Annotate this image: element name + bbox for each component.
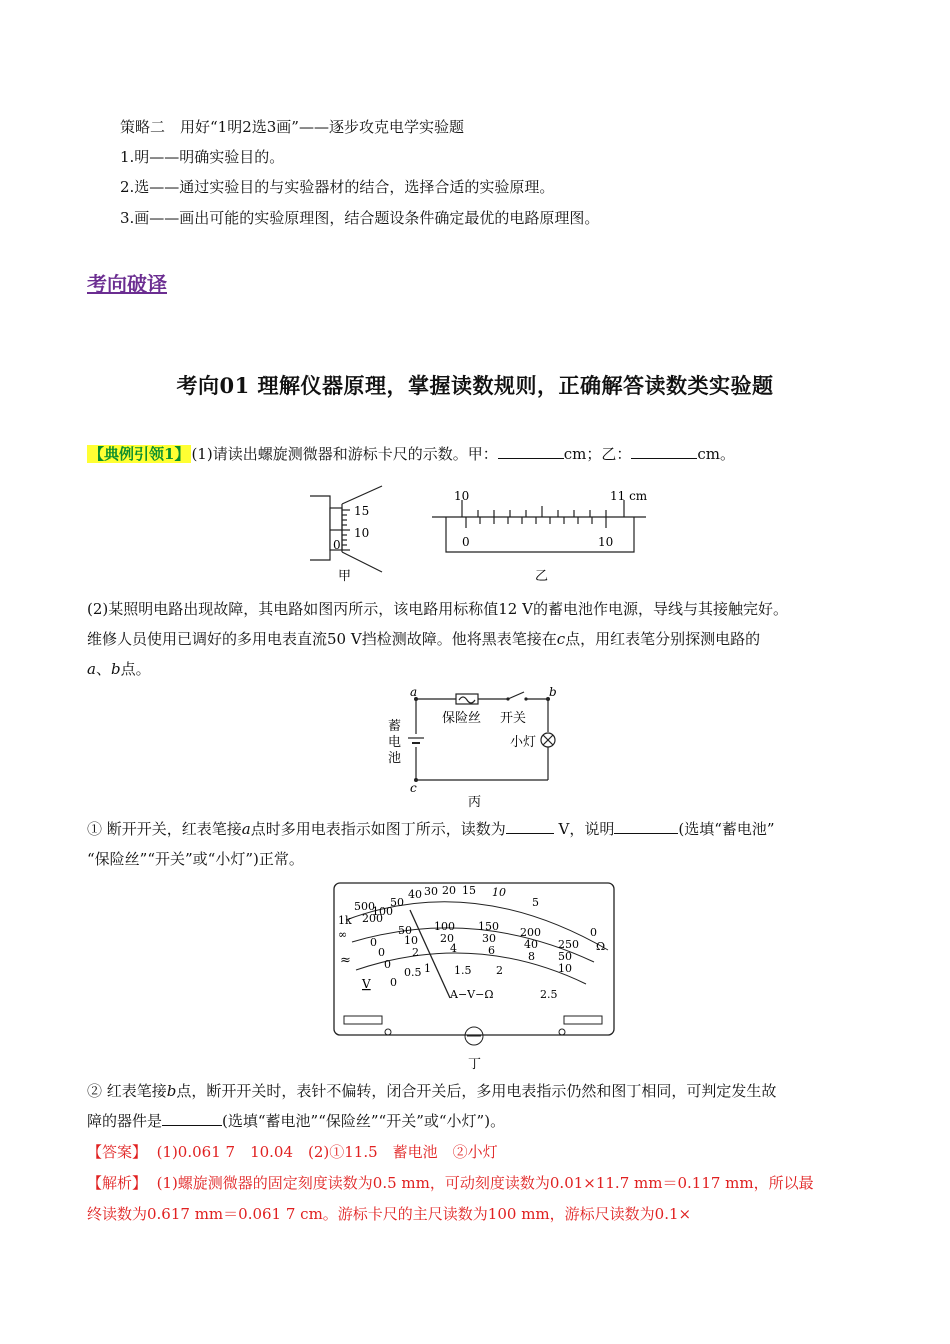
ohm-label-30: 30 [424,885,438,898]
sub2-line2-a: 障的器件是 [87,1112,163,1130]
low-label-8: 8 [528,950,535,963]
micrometer-tick-15: 15 [354,504,370,518]
ohm-label-infinity: ∞ [338,928,348,941]
question-1 [87,443,735,465]
answer-blank-reading [506,819,554,834]
q2-point-a: a [87,660,96,678]
figure-circuit [380,686,580,812]
ac-label-1-5: 1.5 [454,964,472,977]
ac-label-2: 2 [496,964,503,977]
lamp-label: 小灯 [510,735,537,750]
analysis-text-1: (1)螺旋测微器的固定刻度读数为0.5 mm，可动刻度读数为0.01×11.7 mm＝0.117 mm，所以最 [156,1174,814,1192]
sub1-text-a: ① 断开开关，红表笔接 [87,820,242,838]
sub1-text-b: 点时多用电表指示如图丁所示，读数为 [250,820,506,838]
ohm-label-200: 200 [362,912,383,925]
dc-label-0: 0 [370,936,377,949]
sub2-text-a: ② 红表笔接 [87,1082,167,1100]
ohm-label-5: 5 [532,896,539,909]
ohm-label-500: 500 [354,900,375,913]
battery-label-2: 电 [388,735,402,750]
micrometer-tick-0: 0 [333,538,341,552]
ohm-label-10: 10 [492,886,506,899]
caliper-vernier-label-10: 10 [598,535,614,549]
dc-label-250: 250 [558,938,579,951]
sub1-text-d: (选填“蓄电池” [678,820,775,838]
analysis-tag: 【解析】 [87,1174,148,1192]
question-2-line-2 [87,628,760,650]
low-label-0: 0 [384,958,391,971]
ohm-label-15: 15 [462,884,476,897]
battery-label-1: 蓄 [388,719,402,734]
mid-label-0: 0 [378,946,385,959]
q2-end: 点。 [120,660,151,678]
answer-blank-faulty [162,1111,222,1126]
low-label-6: 6 [488,944,495,957]
analysis-line-2: 终读数为0.617 mm＝0.061 7 cm。游标卡尺的主尺读数为100 mm，游标尺读数为0.1× [87,1205,692,1223]
mid-label-50: 50 [558,950,572,963]
switch-blade [508,692,524,699]
ohm-label-0: 0 [590,926,597,939]
circuit-point-b: b [549,686,557,699]
circuit-point-a: a [410,686,418,699]
dc-label-150: 150 [478,920,499,933]
dc-label-100: 100 [434,920,455,933]
ac-symbol-icon: ≈ [340,953,351,968]
ohm-symbol: Ω [596,940,606,953]
answer-blank-jia [498,444,564,459]
ohm-label-100: 100 [372,905,393,918]
figure-label-yi: 乙 [535,569,549,584]
sub1-text-c: V，说明 [558,820,615,838]
sub-question-1-line-1 [87,818,775,840]
circuit-point-c: c [410,781,417,795]
low-label-10: 10 [558,962,572,975]
question-2-line-3 [87,658,151,680]
ac-label-0-5: 0.5 [404,966,422,979]
question-1-unit-a: cm；乙： [563,445,632,463]
question-1-text: (1)请读出螺旋测微器和游标卡尺的示数。甲： [191,445,498,463]
sub-question-1-line-2: “保险丝”“开关”或“小灯”)正常。 [87,850,304,868]
q2-text-b: 点，用红表笔分别探测电路的 [565,630,761,648]
low-label-2: 2 [412,946,419,959]
answer-line [87,1141,498,1163]
answer-text: (1)0.061 7 10.04 (2)①11.5 蓄电池 ②小灯 [156,1143,498,1161]
micrometer-figure [310,486,382,572]
strategy-item-2: 2.选——通过实验目的与实验器材的结合，选择合适的实验原理。 [120,178,555,196]
mid-label-40: 40 [524,938,538,951]
figure-micrometer-caliper [290,480,670,588]
fuse-wave-icon [459,697,475,703]
ac-label-2-5: 2.5 [540,988,558,1001]
q2-point-c: c [556,630,566,648]
ac-label-0: 0 [390,976,397,989]
ohm-label-50: 50 [390,896,404,909]
strategy-item-3: 3.画——画出可能的实验原理图，结合题设条件确定最优的电路原理图。 [120,209,600,227]
fuse-label: 保险丝 [442,711,482,726]
mid-label-20: 20 [440,932,454,945]
figure-label-ding: 丁 [468,1057,482,1072]
q2-point-b: b [110,660,121,678]
v-symbol: V [362,977,371,991]
example-tag: 【典例引领1】 [89,445,190,463]
topic-title: 考向01 理解仪器原理，掌握读数规则，正确解答读数类实验题 [176,373,774,398]
sub2-text-b: 点，断开开关时，表针不偏转，闭合开关后，多用电表指示仍然和图丁相同，可判定发生故 [176,1082,777,1100]
caliper-vernier-label-0: 0 [462,535,470,549]
micrometer-tick-10: 10 [354,526,370,540]
sub-question-2-line-1 [87,1080,776,1102]
mid-label-30: 30 [482,932,496,945]
ohm-label-40: 40 [408,888,422,901]
mid-label-10: 10 [404,934,418,947]
sub2-line2-b: (选填“蓄电池”“保险丝”“开关”或“小灯”)。 [222,1112,506,1130]
sub2-point: b [166,1082,177,1100]
ohm-label-20: 20 [442,884,456,897]
strategy-item-1: 1.明——明确实验目的。 [120,148,285,166]
low-label-4: 4 [450,942,457,955]
dc-label-50: 50 [398,924,412,937]
answer-blank-normal [614,819,678,834]
switch-label: 开关 [500,711,527,726]
analysis-line-1 [87,1172,814,1194]
dc-label-200: 200 [520,926,541,939]
answer-tag: 【答案】 [87,1143,148,1161]
ac-label-1: 1 [424,962,431,975]
question-2-line-1: (2)某照明电路出现故障，其电路如图丙所示，该电路用标称值12 V的蓄电池作电源，导线与其接触完好。 [87,600,788,618]
question-1-unit-b: cm。 [697,445,735,463]
dial-label: A−V−Ω [450,988,494,1001]
caliper-main-label-11: 11 cm [610,489,648,503]
figure-label-jia: 甲 [338,569,352,584]
figure-label-bing: 丙 [468,795,482,810]
section-heading[interactable]: 考向破译 [87,272,167,296]
q2-sep: 、 [95,660,111,678]
sub-question-2-line-2 [87,1110,505,1132]
sub1-point: a [241,820,251,838]
q2-text-a: 维修人员使用已调好的多用电表直流50 V挡检测故障。他将黑表笔接在 [87,630,557,648]
caliper-main-label-10: 10 [454,489,470,503]
strategy-title: 策略二 用好“1明2选3画”——逐步攻克电学实验题 [120,118,464,136]
ohm-label-1k: 1k [338,914,352,927]
answer-blank-yi [631,444,697,459]
figure-multimeter [332,880,618,1072]
battery-label-3: 池 [388,751,402,766]
